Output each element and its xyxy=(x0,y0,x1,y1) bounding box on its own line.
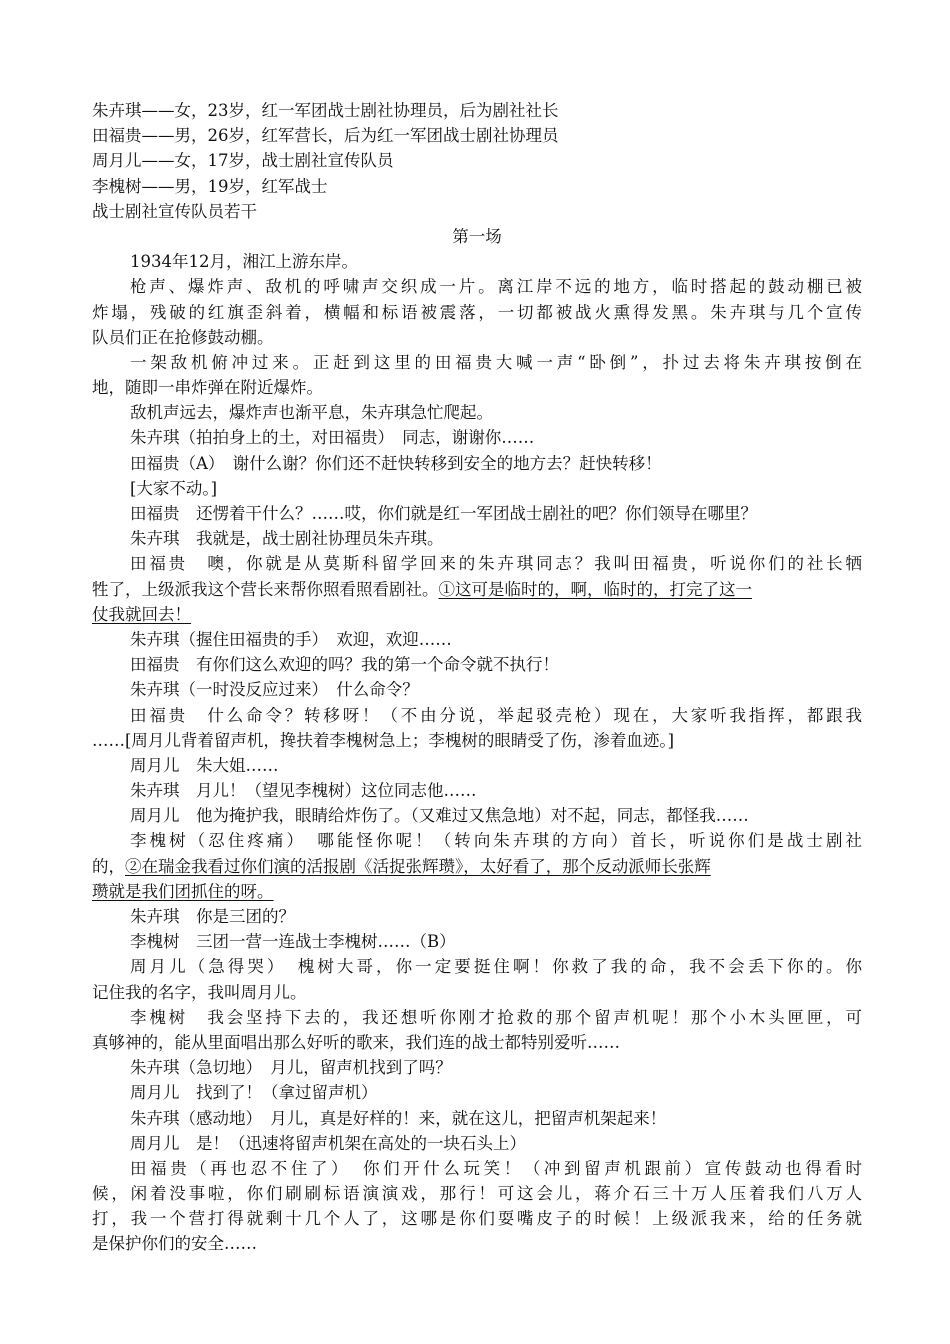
stage-direction: 一架敌机俯冲过来。正赶到这里的田福贵大喊一声“卧倒”，扑过去将朱卉琪按倒在 xyxy=(130,352,862,372)
dialogue-line: 田福贵（A） 谢什么谢？你们还不赶快转移到安全的地方去？赶快转移！ xyxy=(130,453,662,473)
dialogue-line: 李槐树（忍住疼痛） 哪能怪你呢！（转向朱卉琪的方向）首长，听说你们是战士剧社 xyxy=(130,831,862,851)
dialogue-line: 朱卉琪（握住田福贵的手） 欢迎，欢迎…… xyxy=(130,629,452,649)
stage-direction: 枪声、爆炸声、敌机的呼啸声交织成一片。离江岸不远的地方，临时搭起的鼓动棚已被 xyxy=(130,277,862,297)
script-page xyxy=(92,98,862,1257)
dialogue-line xyxy=(92,854,862,879)
cast-list-item: 朱卉琪——女，23岁，红一军团战士剧社协理员，后为剧社社长 xyxy=(92,101,559,120)
cast-list-item: 战士剧社宣传队员若干 xyxy=(92,201,257,221)
cast-list-item: 田福贵——男，26岁，红军营长，后为红一军团战士剧社协理员 xyxy=(92,126,559,146)
dialogue-line: 打，我一个营打得就剩十几个人了，这哪是你们耍嘴皮子的时候！上级派我来，给的任务就 xyxy=(92,1209,862,1229)
dialogue-line: 朱卉琪（急切地） 月儿，留声机找到了吗？ xyxy=(130,1058,452,1078)
underlined-passage-1-end: 仗我就回去！ xyxy=(92,604,191,624)
dialogue-line: 周月儿（急得哭） 槐树大哥，你一定要挺住啊！你救了我的命，我不会丢下你的。你 xyxy=(130,957,862,977)
dialogue-line xyxy=(92,577,862,602)
stage-direction: 地，随即一串炸弹在附近爆炸。 xyxy=(92,378,323,398)
underlined-passage-1: ①这可是临时的，啊，临时的，打完了这一 xyxy=(438,579,752,599)
cast-list-item: 周月儿——女，17岁，战士剧社宣传队员 xyxy=(92,151,394,171)
dialogue-line: 朱卉琪（一时没反应过来） 什么命令？ xyxy=(130,680,419,700)
dialogue-line: 是保护你们的安全…… xyxy=(92,1234,257,1254)
dialogue-line: 田福贵 还愣着干什么？……哎，你们就是红一军团战士剧社的吧？你们领导在哪里？ xyxy=(130,504,757,523)
dialogue-line: 朱卉琪 月儿！（望见李槐树）这位同志他…… xyxy=(130,781,477,801)
dialogue-line: 朱卉琪 你是三团的？ xyxy=(130,907,295,926)
stage-direction: 敌机声远去，爆炸声也渐平息，朱卉琪急忙爬起。 xyxy=(130,403,493,423)
dialogue-line: 候，闲着没事啦，你们刷刷标语演演戏，那行！可这会儿，蒋介石三十万人压着我们八万人 xyxy=(92,1184,862,1204)
stage-direction: ……[周月儿背着留声机，搀扶着李槐树急上；李槐树的眼睛受了伤，渗着血迹。] xyxy=(92,730,675,750)
dialogue-line: 周月儿 找到了！（拿过留声机） xyxy=(130,1083,378,1103)
underlined-passage-2: ②在瑞金我看过你们演的活报剧《活捉张辉瓒》，太好看了，那个反动派师长张辉 xyxy=(125,856,711,876)
dialogue-line: 周月儿 他为掩护我，眼睛给炸伤了。（又难过又焦急地）对不起，同志，都怪我…… xyxy=(130,806,749,826)
dialogue-line: 田福贵（再也忍不住了） 你们开什么玩笑！（冲到留声机跟前）宣传鼓动也得看时 xyxy=(130,1158,862,1178)
dialogue-line: 李槐树 我会坚持下去的，我还想听你刚才抢救的那个留声机呢！那个小木头匣匣，可 xyxy=(130,1007,862,1027)
underlined-passage-2-end: 瓒就是我们团抓住的呀。 xyxy=(92,881,274,901)
dialogue-line: 记住我的名字，我叫周月儿。 xyxy=(92,982,307,1002)
dialogue-text: 的， xyxy=(92,856,125,876)
dialogue-line: 李槐树 三团一营一连战士李槐树……（B） xyxy=(130,932,456,952)
dialogue-line: 真够神的，能从里面唱出那么好听的歌来，我们连的战士都特别爱听…… xyxy=(92,1032,620,1052)
dialogue-line: 田福贵 噢，你就是从莫斯科留学回来的朱卉琪同志？我叫田福贵，听说你们的社长牺 xyxy=(130,554,862,574)
dialogue-line: 周月儿 是！（迅速将留声机架在高处的一块石头上） xyxy=(130,1133,526,1153)
dialogue-line: 田福贵 有你们这么欢迎的吗？我的第一个命令就不执行！ xyxy=(130,655,559,675)
cast-list-item: 李槐树——男，19岁，红军战士 xyxy=(92,176,328,196)
dialogue-line: 朱卉琪（拍拍身上的土，对田福贵） 同志，谢谢你…… xyxy=(130,428,535,448)
dialogue-line: 朱卉琪（感动地） 月儿，真是好样的！来，就在这儿，把留声机架起来！ xyxy=(130,1108,667,1128)
stage-direction: 炸塌，残破的红旗歪斜着，横幅和标语被震落，一切都被战火熏得发黑。朱卉琪与几个宣传 xyxy=(92,302,862,322)
stage-direction: 队员们正在抢修鼓动棚。 xyxy=(92,327,274,347)
scene-title: 第一场 xyxy=(452,226,502,246)
stage-direction: [大家不动。] xyxy=(130,478,218,498)
stage-direction: 1934年12月，湘江上游东岸。 xyxy=(130,252,358,272)
dialogue-line: 朱卉琪 我就是，战士剧社协理员朱卉琪。 xyxy=(130,529,444,549)
dialogue-line: 田福贵 什么命令？转移呀！（不由分说，举起驳壳枪）现在，大家听我指挥，都跟我 xyxy=(130,705,862,725)
dialogue-line: 周月儿 朱大姐…… xyxy=(130,755,279,775)
dialogue-text: 牲了，上级派我这个营长来帮你照看照看剧社。 xyxy=(92,579,439,599)
